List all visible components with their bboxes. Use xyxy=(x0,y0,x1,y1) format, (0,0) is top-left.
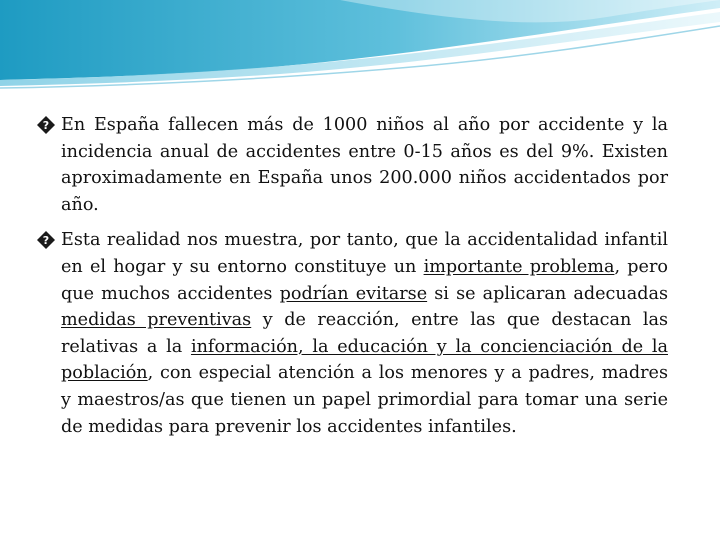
underlined-term: medidas preventivas xyxy=(61,310,252,331)
bullet-text-segment: y de reacción, entre las que destacan las relativas a la xyxy=(61,310,669,357)
underlined-term: información, la educación y la concienciación de la población xyxy=(61,336,668,384)
bullet-paragraph-2 xyxy=(36,227,668,440)
bullet-text-segment: Esta realidad nos muestra, por tanto, que la accidentalidad infantil en el hogar y su entorno constituye un xyxy=(61,230,668,277)
underlined-term: podrían evitarse xyxy=(279,283,428,304)
bullet-text: En España fallecen más de 1000 niños al año por accidente y la incidencia anual de accidentes entre 0-15 años es del 9%. Existen aproximadamente en España unos 200.000 niños accidentados por año. xyxy=(61,115,668,215)
svg-text:?: ? xyxy=(42,119,50,132)
underlined-term: importante problema xyxy=(423,256,615,277)
bullet-text-segment: si se aplicaran adecuadas xyxy=(427,283,668,304)
svg-text:?: ? xyxy=(42,234,50,248)
replacement-glyph-icon xyxy=(36,115,56,135)
slide-body xyxy=(36,112,668,449)
header-swoosh-decoration xyxy=(0,0,720,95)
bullet-paragraph-1 xyxy=(36,112,668,218)
bullet-text-segment: , pero que muchos accidentes xyxy=(61,256,668,304)
replacement-glyph-icon xyxy=(36,230,56,250)
bullet-text-segment: , con especial atención a los menores y a padres, madres y maestros/as que tienen un papel primordial para tomar una serie de medidas para prevenir los accidentes infantiles. xyxy=(61,363,668,437)
